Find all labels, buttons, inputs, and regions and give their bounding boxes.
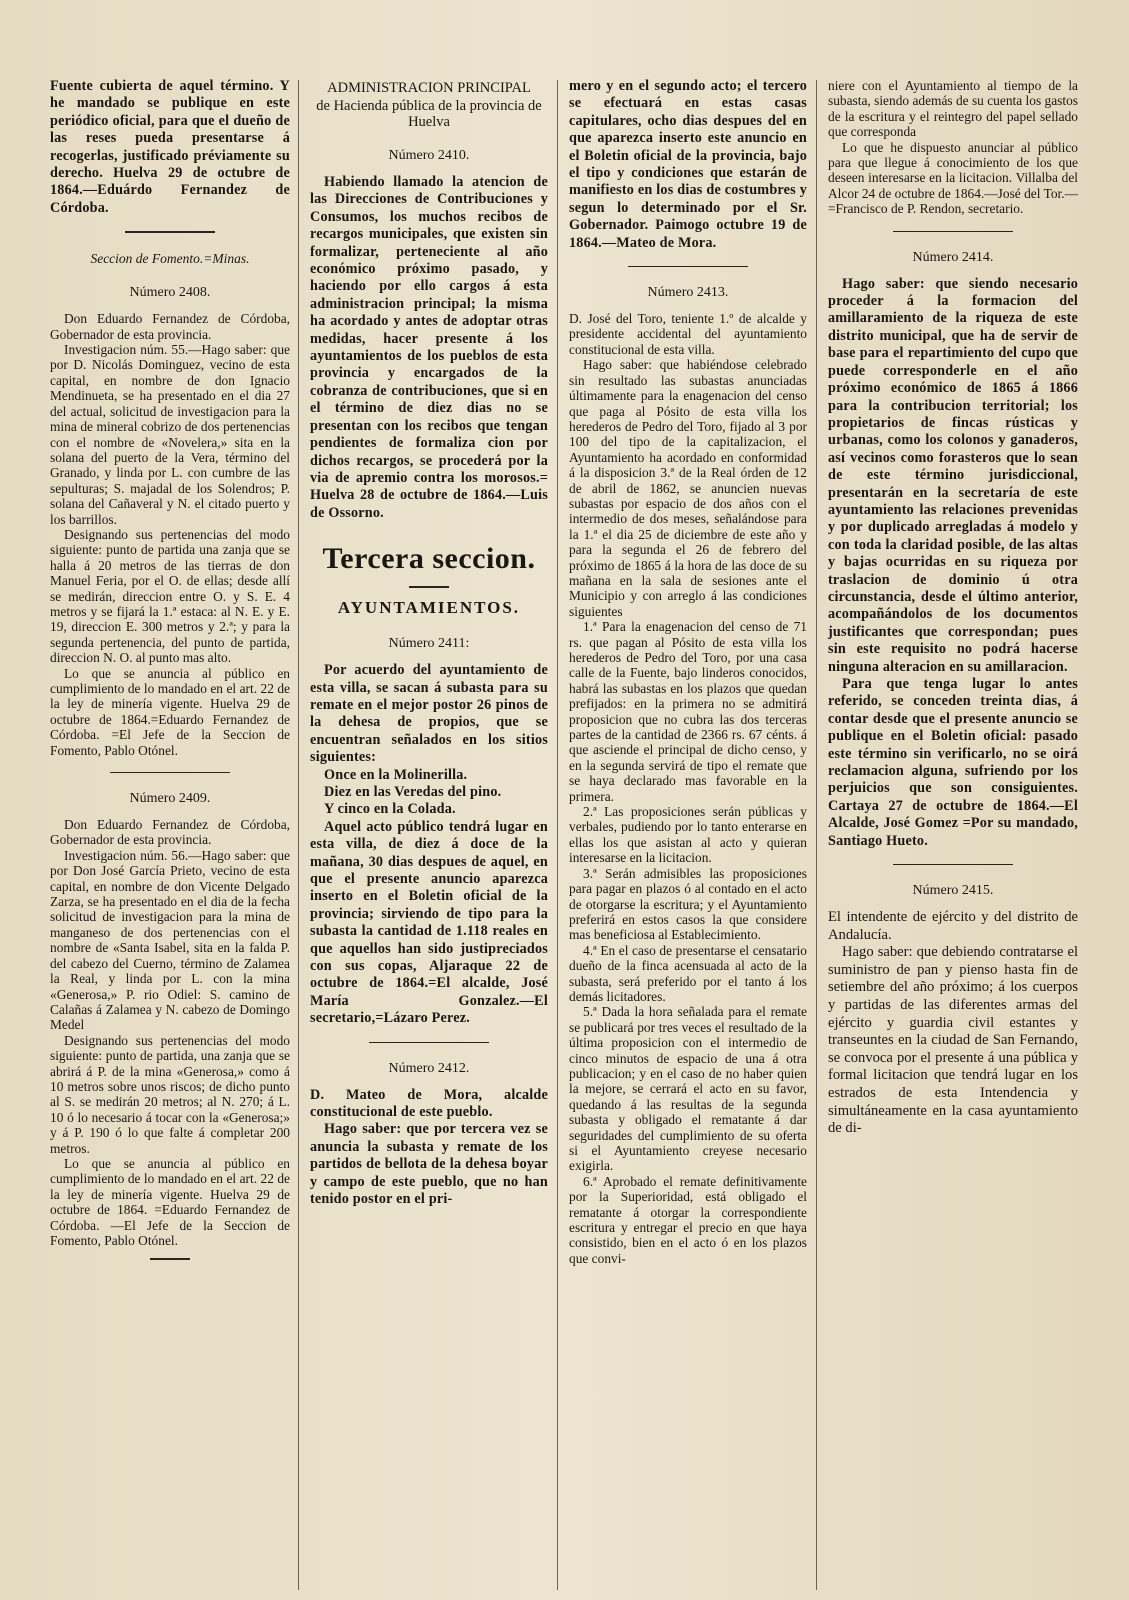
paragraph: 1.ª Para la enagenacion del censo de 71 rs. que pagan al Pósito de esta villa los herederos de Pedro del Toro, por una casa calle de la Fuente, bajo linderos conocidos, habrá las subastas en los plazos que quedan prefijados: en la primera no se admitirá proposicion que no cubra las dos terceras partes de la cantidad de 2366 rs. 67 cénts. á que asciende el principal de dicho censo, y en la segunda servirá de tipo el remate que se haya declarado mas favorable en la primera. xyxy=(569,619,807,804)
column-1 xyxy=(44,78,296,1592)
paragraph: Habiendo llamado la atencion de las Direcciones de Contribuciones y Consumos, los muchos recibos de recargos municipales, que existen sin formalizar, perteneciente al año económico próximo pasado, y haciendo por ello cargos á esta administracion principal; la misma ha acordado y antes de adoptar otras medidas, hacer presente á los ayuntamientos de los pueblos de esta provincia y encargados de la cobranza de contribuciones, que si en el término de diez dias no se presentan con los recibos que tengan pendientes de formaliza cion por dichos recargos, se procederá por la via de apremio contra los morosos.= Huelva 28 de octubre de 1864.—Luis de Ossorno. xyxy=(310,174,548,521)
paragraph: Fuente cubierta de aquel término. Y he mandado se publique en este periódico oficial, para que el dueño de las reses pueda presentarse á recogerlas, justificado préviamente su derecho. Huelva 29 de octubre de 1864.—Eduárdo Fernandez de Córdoba. xyxy=(50,78,290,216)
paragraph: 4.ª En el caso de presentarse el censatario dueño de la finca acensuada al acto de la subasta, será preferido por el tanto á los demás licitadores. xyxy=(569,942,807,1004)
section-subtitle: AYUNTAMIENTOS. xyxy=(337,598,521,618)
paragraph: 2.ª Las proposiciones serán públicas y verbales, pudiendo por lo tanto enterarse en ellas los que asistan al acto y quieran interesarse en la licitacion. xyxy=(569,804,807,866)
column-rule xyxy=(816,80,817,1590)
notice-2414 xyxy=(828,276,1078,850)
notice-2412-continued xyxy=(569,78,807,252)
divider xyxy=(893,864,1013,865)
notice-number: Número 2415. xyxy=(912,883,994,899)
notice-2412 xyxy=(310,1087,548,1209)
administration-heading: ADMINISTRACION PRINCIPAL xyxy=(327,80,531,96)
paragraph: 6.ª Aprobado el remate definitivamente por la Superioridad, está obligado el rematante á otorgar la correspondiente escritura y entregar el precio en que haya consistido, bien en el acto ó en los plazos que convi- xyxy=(569,1173,807,1266)
paragraph: Y cinco en la Colada. xyxy=(324,801,456,818)
column-3 xyxy=(563,78,813,1592)
notice-2410 xyxy=(310,174,548,522)
notice-number: Número 2413. xyxy=(647,285,729,301)
notice-number: Número 2408. xyxy=(129,285,211,301)
notice-intro xyxy=(50,78,290,217)
paragraph: Para que tenga lugar lo antes referido, se conceden treinta dias, á contar desde que el presente anuncio se publique en el Boletin oficial: pasado este término sin verificarlo, no se oirá reclamacion alguna, sufriendo por los perjuicios que son consiguientes. Cartaya 27 de octubre de 1864.—El Alcalde, José Gomez =Por su mandado, Santiago Hueto. xyxy=(828,676,1078,849)
section-heading: Seccion de Fomento.=Minas. xyxy=(90,251,250,267)
notice-number: Número 2409. xyxy=(129,791,211,807)
paragraph: Por acuerdo del ayuntamiento de esta villa, se sacan á subasta para su remate en el mejor postor 26 pinos de la dehesa de propios, que se encuentran señalados en los sitios siguientes: xyxy=(310,662,548,766)
paragraph: D. José del Toro, teniente 1.º de alcalde y presidente accidental del ayuntamiento constitucional de esta villa. xyxy=(569,311,807,357)
paragraph: Lo que se anuncia al público en cumplimiento de lo mandado en el art. 22 de la ley de minería vigente. Huelva 29 de octubre de 1864.=Eduardo Fernandez de Córdoba. =El Jefe de la Seccion de Fomento, Pablo Otónel. xyxy=(50,665,290,758)
paragraph: Don Eduardo Fernandez de Córdoba, Gobernador de esta provincia. xyxy=(50,817,290,848)
divider xyxy=(893,231,1013,232)
notice-number: Número 2412. xyxy=(388,1060,470,1076)
paragraph: 5.ª Dada la hora señalada para el remate se publicará por tres veces el resultado de la última proposicion con el intermedio de cinco minutos de espacio de una á otra publicacion; y en el caso de no haber quien la mejore, se cerrará el acto en su favor, quedando á las resultas de la segunda subasta y obligado el rematante á dar seguridades del cumplimiento de su oferta si el Ayuntamiento creyese necesario exigirla. xyxy=(569,1004,807,1174)
divider xyxy=(409,586,449,588)
divider xyxy=(628,266,748,267)
paragraph: Hago saber: que por tercera vez se anuncia la subasta y remate de los partidos de bellota de la dehesa boyar y campo de este pueblo, que no han tenido postor en el pri- xyxy=(310,1121,548,1208)
paragraph: niere con el Ayuntamiento al tiempo de la subasta, siendo además de su cuenta los gastos de la escritura y el reintegro del papel sellado que corresponda xyxy=(828,78,1078,140)
paragraph: D. Mateo de Mora, alcalde constitucional de este pueblo. xyxy=(310,1086,548,1121)
divider xyxy=(369,1042,489,1043)
column-4 xyxy=(822,78,1084,1592)
notice-2415 xyxy=(828,909,1078,1138)
paragraph: Lo que he dispuesto anunciar al público para que llegue á conocimiento de los que deseen interesarse en la licitacion. Villalba del Alcor 24 de octubre de 1864.—José del Tor.— =Francisco de P. Rendon, secretario. xyxy=(828,139,1078,217)
notice-2409 xyxy=(50,817,290,1248)
paragraph: mero y en el segundo acto; el tercero se efectuará en estas casas capitulares, ocho dias despues del en que aparezca inserto este anuncio en el Boletin oficial de la provincia, bajo el tipo y condiciones que estarán de manifiesto en los dias de costumbres y segun lo determinado por el Sr. Gobernador. Paimogo octubre 19 de 1864.—Mateo de Mora. xyxy=(569,78,807,251)
paragraph: Lo que se anuncia al público en cumplimiento de lo mandado en el art. 22 de la ley de minería vigente. Huelva 29 de octubre de 1864. =Eduardo Fernandez de Córdoba. —El Jefe de la Seccion de Fomento, Pablo Otónel. xyxy=(50,1155,290,1248)
paragraph: Don Eduardo Fernandez de Córdoba, Gobernador de esta provincia. xyxy=(50,311,290,342)
notice-2408 xyxy=(50,311,290,758)
notice-number: Número 2414. xyxy=(912,249,994,265)
column-rule xyxy=(557,80,558,1590)
paragraph: Hago saber: que debiendo contratarse el suministro de pan y pienso hasta fin de setiembre del año próximo; á los cuerpos y partidas de las diferentes armas del ejército y guardia civil estantes y transeuntes en la ciudad de San Fernando, se convoca por el presente á una pública y formal licitacion que tendrá lugar en los estrados de esta Intendencia y simultáneamente en la casa ayuntamiento de di- xyxy=(828,944,1078,1137)
paragraph: Aquel acto público tendrá lugar en esta villa, de diez á doce de la mañana, 30 dias despues de aquel, en que el presente anuncio aparezca inserto en el Boletin oficial de la provincia; sirviendo de tipo para la subasta la cantidad de 1.118 reales en que aquellos han sido justipreciados con sus copas, Aljaraque 22 de octubre de 1864.=El alcalde, José María Gonzalez.—El secretario,=Lázaro Perez. xyxy=(310,818,548,1027)
section-title: Tercera seccion. xyxy=(322,542,536,576)
notice-number: Número 2410. xyxy=(388,148,470,163)
divider xyxy=(110,772,230,773)
paragraph: Designando sus pertenencias del modo siguiente: punto de partida, una zanja que se abrirá á P. de la mina «Generosa,» como á 10 metros sobre unos riscos; de dicho punto al S. se medirán 20 metros; al N. 270; á L. 10 ó lo necesario á tocar con la «Generosa;» y á P. 190 ó lo que falte á completar 200 metros. xyxy=(50,1032,290,1156)
paragraph: Once en la Molinerilla. xyxy=(324,766,468,783)
paragraph: Designando sus pertenencias del modo siguiente: punto de partida una zanja que se halla á 20 metros de las tierras de don Manuel Feria, por el O. de ellas; desde allí se medirán, direccion entre O. y S. E. 4 metros y se fijará la 1.ª estaca: al N. E. y E. 19, direccion E. 300 metros y 2.ª; y para la segunda pertenencia, del punto de partida, direccion N. O. al punto mas alto. xyxy=(50,526,290,666)
paragraph: Hago saber: que siendo necesario proceder á la formacion del amillaramiento de la riqueza de este distrito municipal, que ha de servir de base para el repartimiento del cupo que puede corresponderle en el año próximo económico de 1865 á 1866 para la contribucion territorial; los propietarios de fincas rústicas y urbanas, como los colonos y ganaderos, así vecinos como forasteros que lo sean de este término jurisdiccional, presentarán en la secretaría de este ayuntamiento las relaciones prevenidas y por duplicado arregladas á modelo y con toda la claridad posible, de las altas y bajas ocurridas en su riqueza por traslacion de dominio ú otra circunstancia, desde el último anterior, acompañándolos de los documentos justificantes que correspondan; pues sin este requisito no podrá hacerse ninguna alteracion en su amillaracion. xyxy=(828,275,1078,675)
paragraph: Investigacion núm. 56.—Hago saber: que por Don José García Prieto, vecino de esta capital, en nombre de don Vicente Delgado Zarza, se ha presentado en el dia de la fecha solicitud de investigacion para la mina de manganeso de dos pertenencias con el nombre de «Santa Isabel, sita en la falda P. del cabezo del Cuerno, término de Zalamea la Real, y linda por L. con la mina «Generosa,» P. rio Odiel: S. camino de Calañas á Zalamea y N. cabezo de Domingo Medel xyxy=(50,847,290,1033)
notice-2413-continued xyxy=(828,78,1078,217)
divider xyxy=(125,231,215,233)
paragraph: Diez en las Veredas del pino. xyxy=(324,783,502,800)
paragraph: Hago saber: que habiéndose celebrado sin resultado las subastas anunciadas últimamente para la enagenacion del censo que paga al Pósito de esta villa los herederos de Pedro del Toro, fijado al 3 por 100 del tipo de la capitalizacion, el Ayuntamiento ha acordado en conformidad á la disposicion 3.ª de la Real órden de 12 de abril de 1862, se anuncien nuevas subastas por espacio de dos años con el intermedio de dos meses, señalándose para la 1.ª el dia 25 de diciembre de este año y para la segunda el 26 de febrero del próximo de 1865 á la hora de las doce de su mañana en la sala de sesiones ante el Municipio y con arreglo á las condiciones siguientes xyxy=(569,357,807,619)
column-rule xyxy=(298,80,299,1590)
notice-2413 xyxy=(569,311,807,1266)
paragraph: Investigacion núm. 55.—Hago saber: que por D. Nicolás Dominguez, vecino de esta capital, en nombre de don Ignacio Mendinueta, se ha presentado en el dia 27 del actual, solicitud de investigacion para la mina de mineral cobrizo de dos pertenencias con el nombre de «Novelera,» sita en la solana del puerto de la Vera, término del Granado, y linda por L. con cumbre de las sepulturas; S. majadal de los Solendros; P. solana del Cañaveral y N. el citado puerto y los barrillos. xyxy=(50,342,290,527)
paragraph: El intendente de ejército y del distrito de Andalucía. xyxy=(828,909,1078,943)
paragraph: 3.ª Serán admisibles las proposiciones para pagar en plazos ó al contado en el acto de otorgarse la escritura; y el Ayuntamiento preferirá en estos casos la que considere mas beneficiosa al Establecimiento. xyxy=(569,865,807,943)
divider xyxy=(150,1258,190,1260)
administration-subheading: de Hacienda pública de la provincia de Huelva xyxy=(316,98,542,130)
column-2 xyxy=(304,78,554,1592)
notice-number: Número 2411: xyxy=(388,636,470,652)
notice-2411 xyxy=(310,662,548,1028)
